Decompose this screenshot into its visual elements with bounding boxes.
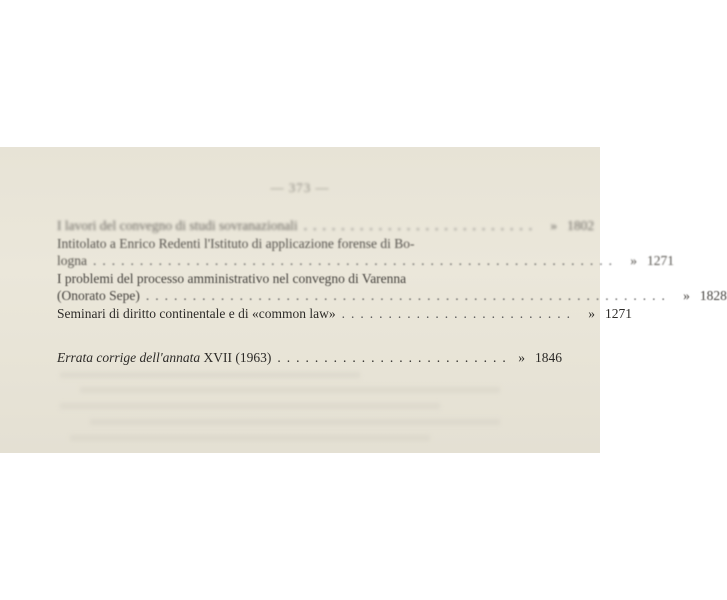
page-marker: »	[550, 218, 558, 233]
index-entry	[57, 217, 595, 234]
entry-title: I problemi del processo amministrativo nel convegno di Varenna	[57, 271, 407, 286]
page-ref: 1271	[604, 306, 632, 321]
errata-title: Errata corrige dell'annata	[57, 350, 201, 365]
page-ref: 1828	[699, 288, 727, 303]
page-marker: »	[630, 253, 637, 268]
leader-dots: .........................	[277, 350, 512, 365]
leader-dots: ........................................................	[93, 253, 618, 268]
leader-dots: .........................	[303, 218, 539, 233]
errata-entry	[57, 350, 562, 366]
leader-dots: ........................................................	[145, 288, 671, 303]
book-page	[0, 147, 727, 453]
page-marker: »	[683, 288, 690, 303]
entry-title: Seminari di diritto continentale e di «common law»	[57, 306, 336, 321]
entry-title-cont: (Onorato Sepe)	[57, 288, 140, 303]
index-entry	[57, 270, 727, 304]
entry-title: Intitolato a Enrico Redenti l'Istituto di applicazione forense di Bo-	[57, 236, 415, 251]
page-marker: »	[518, 350, 525, 365]
page-number: — 373 —	[270, 180, 330, 195]
index-entries	[57, 217, 727, 323]
index-entry	[57, 235, 674, 269]
entry-title: I lavori del convegno di studi sovranazionali	[57, 218, 298, 233]
leader-dots: .........................	[341, 306, 576, 321]
index-entry	[57, 305, 632, 322]
page-marker: »	[588, 306, 595, 321]
page-ref: 1802	[567, 218, 595, 233]
page-ref: 1271	[647, 253, 674, 268]
page-ref: 1846	[535, 350, 562, 365]
errata-volume: XVII (1963)	[203, 350, 272, 365]
entry-title-cont: logna	[57, 253, 87, 268]
